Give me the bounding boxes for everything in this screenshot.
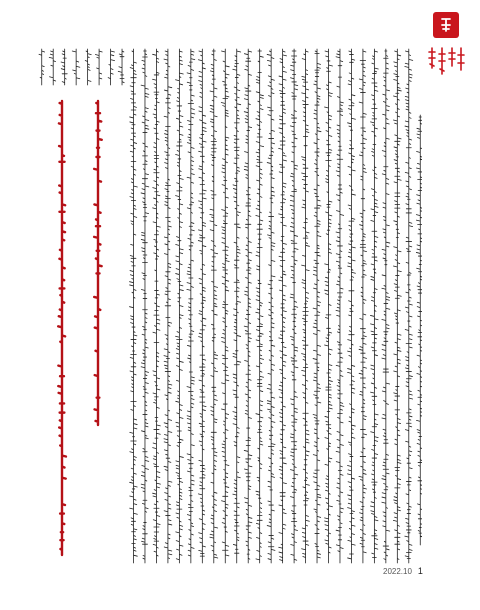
issue-date: 2022.10 xyxy=(383,567,412,576)
page-number: 1 xyxy=(417,566,423,576)
vertical-script-headline-icon xyxy=(40,95,120,565)
mongolian-script-glyph-icon xyxy=(437,16,455,34)
vertical-script-title-icon xyxy=(426,44,466,84)
section-badge xyxy=(433,12,459,38)
page-footer xyxy=(383,566,423,576)
